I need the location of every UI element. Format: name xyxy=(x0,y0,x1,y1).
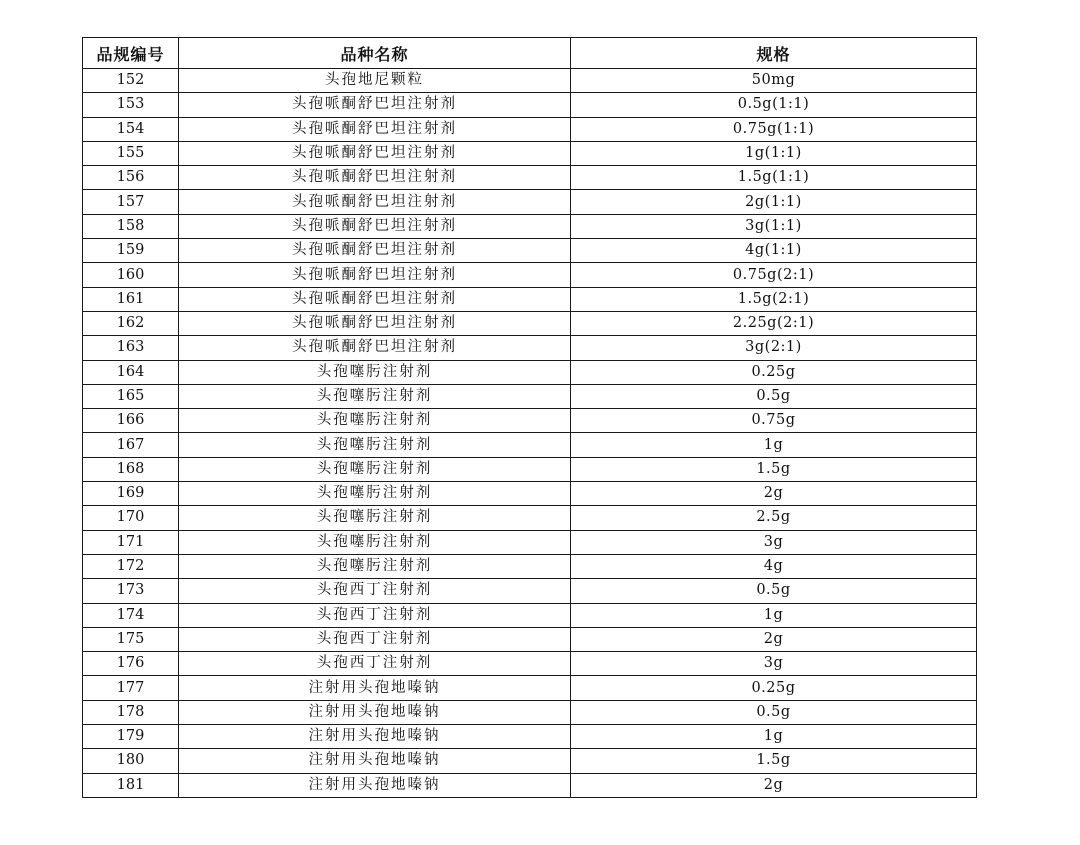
row-spec-id: 176 xyxy=(83,652,179,676)
row-drug-name: 头孢哌酮舒巴坦注射剂 xyxy=(179,117,571,141)
row-drug-name: 头孢哌酮舒巴坦注射剂 xyxy=(179,287,571,311)
row-spec-id: 153 xyxy=(83,93,179,117)
row-spec-id: 163 xyxy=(83,336,179,360)
row-drug-name: 头孢哌酮舒巴坦注射剂 xyxy=(179,214,571,238)
row-specification: 2g xyxy=(571,482,977,506)
row-spec-id: 165 xyxy=(83,384,179,408)
row-specification: 1g xyxy=(571,433,977,457)
table-row xyxy=(83,457,977,481)
row-spec-id: 159 xyxy=(83,239,179,263)
row-drug-name: 头孢噻肟注射剂 xyxy=(179,433,571,457)
row-specification: 0.75g(1:1) xyxy=(571,117,977,141)
table-row xyxy=(83,433,977,457)
row-drug-name: 头孢噻肟注射剂 xyxy=(179,554,571,578)
table-row xyxy=(83,239,977,263)
row-specification: 3g(2:1) xyxy=(571,336,977,360)
row-spec-id: 154 xyxy=(83,117,179,141)
row-specification: 1.5g xyxy=(571,457,977,481)
table-row xyxy=(83,311,977,335)
row-drug-name: 头孢噻肟注射剂 xyxy=(179,384,571,408)
row-spec-id: 171 xyxy=(83,530,179,554)
row-spec-id: 173 xyxy=(83,579,179,603)
header-specification: 规格 xyxy=(571,38,977,69)
row-drug-name: 头孢哌酮舒巴坦注射剂 xyxy=(179,336,571,360)
row-spec-id: 177 xyxy=(83,676,179,700)
row-spec-id: 179 xyxy=(83,725,179,749)
row-drug-name: 头孢噻肟注射剂 xyxy=(179,409,571,433)
row-spec-id: 180 xyxy=(83,749,179,773)
row-drug-name: 头孢哌酮舒巴坦注射剂 xyxy=(179,93,571,117)
table-body xyxy=(83,69,977,798)
row-spec-id: 161 xyxy=(83,287,179,311)
table-row xyxy=(83,263,977,287)
row-specification: 1.5g(1:1) xyxy=(571,166,977,190)
table-row xyxy=(83,725,977,749)
table-row xyxy=(83,773,977,797)
table-row xyxy=(83,69,977,93)
row-specification: 50mg xyxy=(571,69,977,93)
row-specification: 0.5g xyxy=(571,579,977,603)
table-row xyxy=(83,360,977,384)
row-drug-name: 头孢噻肟注射剂 xyxy=(179,457,571,481)
row-spec-id: 175 xyxy=(83,627,179,651)
header-spec-id: 品规编号 xyxy=(83,38,179,69)
row-drug-name: 头孢噻肟注射剂 xyxy=(179,360,571,384)
row-specification: 1g(1:1) xyxy=(571,141,977,165)
row-spec-id: 168 xyxy=(83,457,179,481)
row-drug-name: 注射用头孢地嗪钠 xyxy=(179,725,571,749)
row-specification: 2g(1:1) xyxy=(571,190,977,214)
drug-spec-table-container xyxy=(82,37,976,798)
table-header xyxy=(83,38,977,69)
row-specification: 0.25g xyxy=(571,676,977,700)
row-spec-id: 162 xyxy=(83,311,179,335)
row-spec-id: 155 xyxy=(83,141,179,165)
row-drug-name: 注射用头孢地嗪钠 xyxy=(179,676,571,700)
table-row xyxy=(83,749,977,773)
table-row xyxy=(83,676,977,700)
row-spec-id: 166 xyxy=(83,409,179,433)
drug-spec-table xyxy=(82,37,977,798)
row-specification: 0.5g xyxy=(571,700,977,724)
table-row xyxy=(83,141,977,165)
row-specification: 1g xyxy=(571,725,977,749)
table-row xyxy=(83,336,977,360)
table-row xyxy=(83,482,977,506)
row-drug-name: 注射用头孢地嗪钠 xyxy=(179,773,571,797)
row-drug-name: 头孢哌酮舒巴坦注射剂 xyxy=(179,166,571,190)
table-row xyxy=(83,603,977,627)
table-row xyxy=(83,214,977,238)
table-row xyxy=(83,190,977,214)
row-drug-name: 头孢西丁注射剂 xyxy=(179,603,571,627)
row-specification: 1.5g xyxy=(571,749,977,773)
row-drug-name: 注射用头孢地嗪钠 xyxy=(179,700,571,724)
row-drug-name: 头孢哌酮舒巴坦注射剂 xyxy=(179,190,571,214)
row-spec-id: 170 xyxy=(83,506,179,530)
row-spec-id: 167 xyxy=(83,433,179,457)
row-drug-name: 头孢地尼颗粒 xyxy=(179,69,571,93)
row-drug-name: 头孢噻肟注射剂 xyxy=(179,530,571,554)
row-drug-name: 头孢噻肟注射剂 xyxy=(179,482,571,506)
row-drug-name: 头孢噻肟注射剂 xyxy=(179,506,571,530)
row-spec-id: 178 xyxy=(83,700,179,724)
row-spec-id: 181 xyxy=(83,773,179,797)
row-specification: 1.5g(2:1) xyxy=(571,287,977,311)
header-row xyxy=(83,38,977,69)
row-specification: 4g xyxy=(571,554,977,578)
table-row xyxy=(83,627,977,651)
row-drug-name: 头孢哌酮舒巴坦注射剂 xyxy=(179,263,571,287)
row-specification: 2g xyxy=(571,773,977,797)
header-drug-name: 品种名称 xyxy=(179,38,571,69)
table-row xyxy=(83,530,977,554)
row-drug-name: 头孢哌酮舒巴坦注射剂 xyxy=(179,311,571,335)
row-spec-id: 160 xyxy=(83,263,179,287)
row-specification: 0.75g(2:1) xyxy=(571,263,977,287)
row-specification: 1g xyxy=(571,603,977,627)
table-row xyxy=(83,700,977,724)
row-drug-name: 头孢西丁注射剂 xyxy=(179,652,571,676)
row-specification: 2.5g xyxy=(571,506,977,530)
table-row xyxy=(83,554,977,578)
row-spec-id: 152 xyxy=(83,69,179,93)
row-specification: 3g xyxy=(571,652,977,676)
row-spec-id: 158 xyxy=(83,214,179,238)
row-specification: 3g xyxy=(571,530,977,554)
row-specification: 0.25g xyxy=(571,360,977,384)
row-spec-id: 174 xyxy=(83,603,179,627)
row-specification: 0.5g(1:1) xyxy=(571,93,977,117)
row-specification: 0.5g xyxy=(571,384,977,408)
row-specification: 4g(1:1) xyxy=(571,239,977,263)
row-drug-name: 头孢哌酮舒巴坦注射剂 xyxy=(179,141,571,165)
table-row xyxy=(83,409,977,433)
row-spec-id: 156 xyxy=(83,166,179,190)
row-drug-name: 注射用头孢地嗪钠 xyxy=(179,749,571,773)
table-row xyxy=(83,384,977,408)
row-drug-name: 头孢哌酮舒巴坦注射剂 xyxy=(179,239,571,263)
row-specification: 3g(1:1) xyxy=(571,214,977,238)
row-spec-id: 164 xyxy=(83,360,179,384)
table-row xyxy=(83,579,977,603)
row-spec-id: 172 xyxy=(83,554,179,578)
row-specification: 0.75g xyxy=(571,409,977,433)
row-specification: 2g xyxy=(571,627,977,651)
table-row xyxy=(83,166,977,190)
table-row xyxy=(83,287,977,311)
table-row xyxy=(83,93,977,117)
table-row xyxy=(83,506,977,530)
row-spec-id: 157 xyxy=(83,190,179,214)
row-drug-name: 头孢西丁注射剂 xyxy=(179,579,571,603)
table-row xyxy=(83,117,977,141)
row-specification: 2.25g(2:1) xyxy=(571,311,977,335)
row-drug-name: 头孢西丁注射剂 xyxy=(179,627,571,651)
row-spec-id: 169 xyxy=(83,482,179,506)
table-row xyxy=(83,652,977,676)
